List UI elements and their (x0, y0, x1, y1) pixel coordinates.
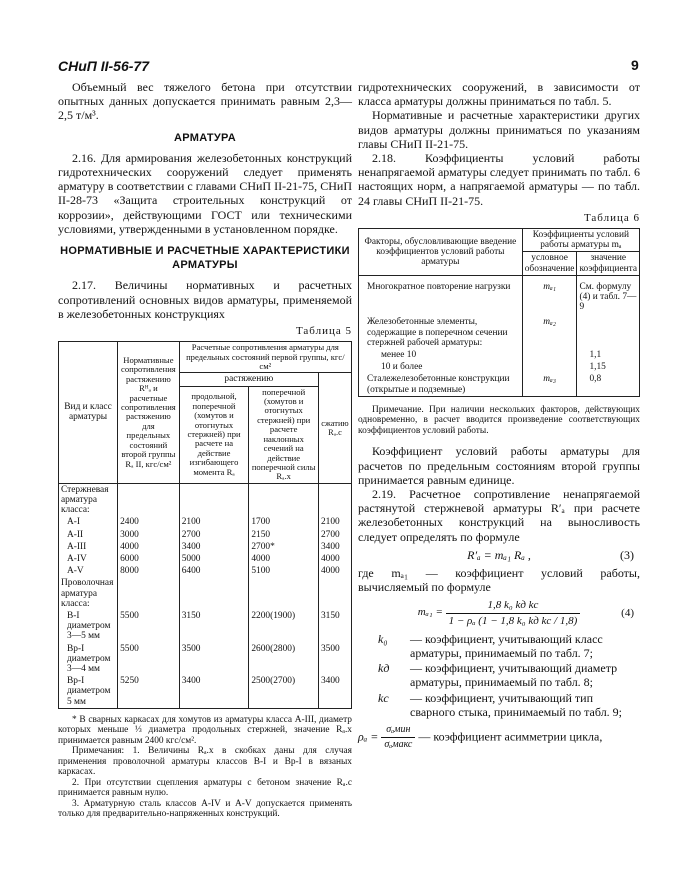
definition-k0-text: — коэффициент, учитывающий класс арматуры, принимаемый по табл. 7; (410, 631, 603, 661)
table-row: А-IV 6000 5000 4000 4000 (59, 553, 352, 565)
table-5 (58, 341, 352, 709)
formula-4-denominator: 1 − ρₐ (1 − 1,8 k₀ kд kс / 1,8) (448, 614, 578, 627)
definition-rho-fraction (381, 723, 415, 752)
table5-footnote: * В сварных каркасах для хомутов из арматуры класса А-III, диаметр которых меньше ⅓ диаметра продольных стержней, значение Rₐ.х принимается равным 2400 кгс/см². (58, 714, 352, 746)
definition-kc (358, 691, 640, 719)
right-column (358, 80, 640, 752)
paragraph-concrete-weight: Объемный вес тяжелого бетона при отсутствии опытных данных допускается принимать равным 2,3—2,5 т/м³. (58, 80, 352, 123)
table-row: 10 и более 1,15 (359, 361, 640, 373)
definition-kd-text: — коэффициент, учитывающий диаметр арматуры, принимаемый по табл. 8; (410, 661, 618, 690)
paragraph-continuation: гидротехнических сооружений, в зависимости от класса арматуры должны приниматься по табл. 5. (358, 80, 640, 109)
table6-header-symbol: условное обозначение (522, 252, 577, 275)
table5-note-1: Примечания: 1. Величины Rₐ.х в скобках даны для случая применения проволочной арматуры классов В-I и Вр-I в вязаных каркасах. (58, 746, 352, 778)
running-header-title: СНиП II-56-77 (58, 58, 149, 74)
paragraph-2-17: 2.17. Величины нормативных и расчетных сопротивлений основных видов арматуры, применяемой в железобетонных конструкциях (58, 278, 352, 321)
definition-kc-text: — коэффициент, учитывающий тип сварного стыка, принимаемый по табл. 9; (410, 690, 623, 719)
paragraph-2-16: 2.16. Для армирования железобетонных конструкций гидротехнических сооружений следует применять арматуру в соответствии с главами СНиП II-21-75, СНиП II-28-73 «Защита строительных конструкций от коррозии», действующими ГОСТ или техническими условиями, утвержденными в установленном порядке. (58, 150, 352, 236)
table5-header-normative: Нормативные сопротивления растяжению Rᴴₐ и расчетные сопротивления растяжению для предельных состояний второй группы Rₐ II, кгс/см² (118, 342, 180, 483)
definition-rho-numerator: σₐмин (381, 723, 415, 738)
table6-header-factors: Факторы, обусловливающие введение коэффициентов условий работы арматуры (359, 229, 523, 276)
table-6 (358, 228, 640, 397)
table6-caption: Таблица 6 (583, 211, 640, 224)
table-row: Железобетонные элементы, содержащие в поперечном сечении стержней рабочей арматуры: mₐ₂ (359, 313, 640, 349)
section-heading-reinforcement: АРМАТУРА (174, 131, 236, 144)
table6-note: Примечание. При наличии нескольких факторов, действующих одновременно, в расчет вводится произведение соответствующих коэффициентов условий работы. (358, 404, 640, 436)
left-column (58, 80, 352, 820)
table-row: Сталежелезобетонные конструкции (открытые и подземные) mₐ₃ 0,8 (359, 373, 640, 396)
page-number: 9 (631, 57, 639, 73)
definition-rho-denominator: σₐмакс (384, 739, 413, 751)
table6-header-coef: Коэффициенты условий работы арматуры mₐ (522, 229, 639, 252)
formula-4-numerator: 1,8 k₀ kд kс (446, 598, 581, 613)
table5-caption: Таблица 5 (295, 325, 352, 338)
paragraph-2-19: 2.19. Расчетное сопротивление ненапрягаемой растянутой стержневой арматуры R′ₐ при расчете железобетонных конструкций на выносливость следует определять по формуле (358, 486, 640, 544)
table5-header-longitudinal: продольной, поперечной (хомутов и отогнутых стержней) при расчете на действие изгибающего момента Rₐ (179, 386, 249, 483)
table-row: А-V 8000 6400 5100 4000 (59, 565, 352, 577)
paragraph-2-18: 2.18. Коэффициенты условий работы ненапрягаемой арматуры следует принимать по табл. 6 настоящих норм, а напрягаемой арматуры — по табл. 24 главы СНиП II-21-75. (358, 151, 640, 208)
table5-header-group1: Расчетные сопротивления арматуры для предельных состояний первой группы, кгс/см² (179, 342, 351, 373)
table-row: менее 10 1,1 (359, 349, 640, 361)
definition-kd (358, 661, 640, 689)
table5-note-3: 3. Арматурную сталь классов А-IV и А-V допускается применять только для предварительно-напряженных конструкций. (58, 798, 352, 820)
formula-3-expression: R′ₐ = mₐ₁ Rₐ , (467, 547, 531, 562)
formula-4-fraction (446, 598, 581, 627)
table5-header-kind: Вид и класс арматуры (59, 342, 118, 483)
definition-k0-symbol: k₀ (378, 631, 388, 646)
table5-header-transverse: поперечной (хомутов и отогнутых стержней) при расчете наклонных сечений на действие поперечной силы Rₐ.х (249, 386, 319, 483)
formula-4-lhs: mₐ₁ = (417, 606, 443, 619)
paragraph-where-ma1: где mₐ₁ — коэффициент условий работы, вычисляемый по формуле (358, 566, 640, 595)
definition-rho-lhs: ρₐ = (358, 729, 379, 744)
table5-header-tension: растяжению (179, 373, 318, 386)
definition-kd-symbol: kд (378, 661, 390, 676)
table-row: А-II 3000 2700 2150 2700 (59, 529, 352, 541)
definition-kc-symbol: kс (378, 690, 389, 705)
table5-header-compression: сжатию Rₐ.с (318, 373, 351, 483)
definition-rho-text: — коэффициент асимметрии цикла, (418, 729, 603, 744)
table5-group-bar: Стержневая арматура класса: (59, 483, 118, 516)
table-row: Вр-I диаметром 3—4 мм 5500 3500 2600(2800) 3500 (59, 643, 352, 676)
table-row: А-I 2400 2100 1700 2100 (59, 516, 352, 528)
table-row: В-I диаметром 3—5 мм 5500 3150 2200(1900) 3150 (59, 610, 352, 643)
table6-header-value: значение коэффициента (577, 252, 640, 275)
table-row: А-III 4000 3400 2700* 3400 (59, 541, 352, 553)
formula-3 (358, 548, 640, 562)
formula-4 (358, 598, 640, 627)
formula-3-number: (3) (620, 547, 634, 562)
paragraph-other-reinforcement: Нормативные и расчетные характеристики других видов арматуры должны приниматься по указаниям главы СНиП II-21-75. (358, 108, 640, 151)
section-heading-characteristics: НОРМАТИВНЫЕ И РАСЧЕТНЫЕ ХАРАКТЕРИСТИКИ АРМАТУРЫ (60, 245, 350, 272)
definition-rho (358, 723, 640, 752)
table5-group-wire: Проволочная арматура класса: (59, 577, 118, 610)
table5-note-2: 2. При отсутствии сцепления арматуры с бетоном значение Rₐ.с принимается равным нулю. (58, 777, 352, 799)
definition-k0 (358, 632, 640, 660)
paragraph-second-group: Коэффициент условий работы арматуры для расчетов по предельным состояниям второй группы принимается равным единице. (358, 444, 640, 487)
table-row: Многократное повторение нагрузки mₐ₁ См. формулу (4) и табл. 7—9 (359, 275, 640, 313)
formula-4-number: (4) (621, 607, 634, 620)
table-row: Вр-I диаметром 5 мм 5250 3400 2500(2700) 3400 (59, 675, 352, 708)
